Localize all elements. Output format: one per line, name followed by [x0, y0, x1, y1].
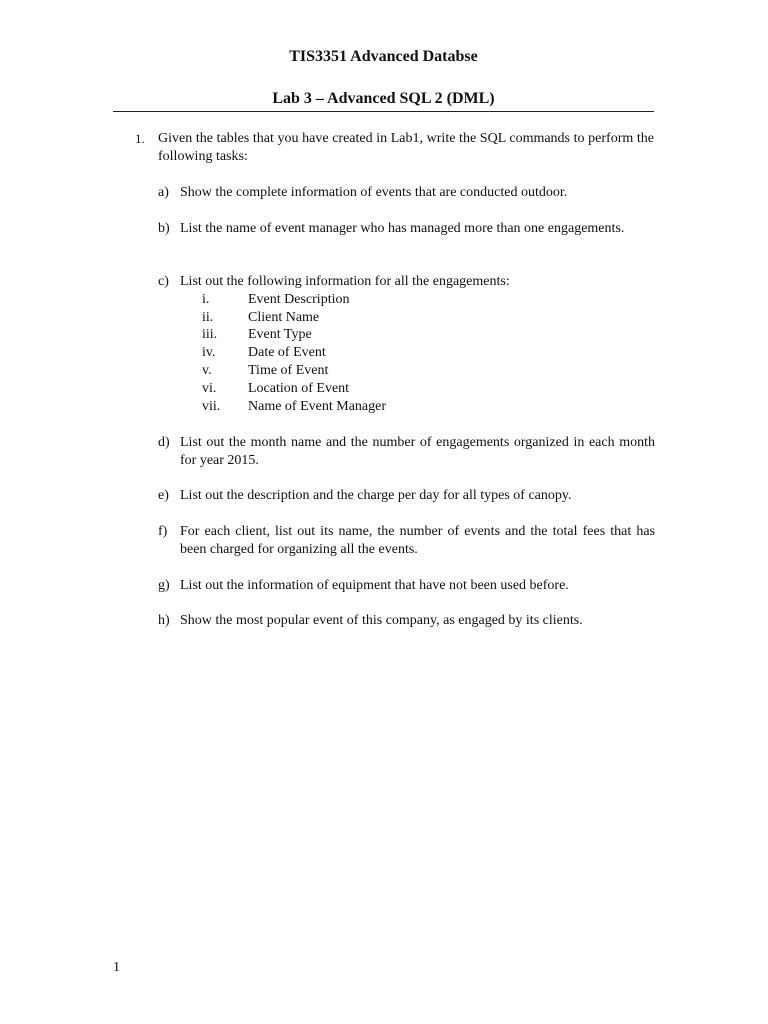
task-text: Show the most popular event of this company, as engaged by its clients. — [180, 613, 583, 628]
task-label: a) — [158, 185, 169, 200]
question-text: Given the tables that you have created in Lab1, write the SQL commands to perform the following tasks: — [158, 131, 654, 164]
task-label: c) — [158, 274, 169, 289]
page-number: 1 — [113, 960, 120, 975]
lab-title: Lab 3 – Advanced SQL 2 (DML) — [272, 90, 495, 107]
subitem-text: Time of Event — [248, 363, 329, 378]
subitem-number: vi. — [202, 381, 217, 396]
subitem-number: i. — [202, 292, 210, 307]
subitem-text: Name of Event Manager — [248, 399, 386, 414]
task-text: List out the following information for all the engagements: — [180, 274, 510, 289]
subitem-number: iv. — [202, 345, 216, 360]
question-number: 1. — [135, 131, 145, 146]
task-text: List out the description and the charge per day for all types of canopy. — [180, 488, 572, 503]
task-text: List out the information of equipment that have not been used before. — [180, 578, 569, 593]
subitem-text: Event Type — [248, 327, 312, 342]
task-label: d) — [158, 435, 170, 450]
subitem-number: v. — [202, 363, 212, 378]
task-label: e) — [158, 488, 169, 503]
task-label: h) — [158, 613, 170, 628]
subitem-text: Event Description — [248, 292, 350, 307]
subitem-number: vii. — [202, 399, 221, 414]
task-text: List the name of event manager who has managed more than one engagements. — [180, 221, 625, 236]
task-label: b) — [158, 221, 170, 236]
task-text: List out the month name and the number of engagements organized in each month for year 2015. — [180, 435, 655, 468]
subitem-number: iii. — [202, 327, 218, 342]
title-divider — [113, 111, 654, 112]
task-label: f) — [158, 524, 168, 539]
task-text: For each client, list out its name, the number of events and the total fees that has been charged for organizing all the events. — [180, 524, 655, 557]
task-label: g) — [158, 578, 170, 593]
task-text: Show the complete information of events that are conducted outdoor. — [180, 185, 568, 200]
subitem-text: Client Name — [248, 310, 320, 325]
subitem-number: ii. — [202, 310, 214, 325]
subitem-text: Location of Event — [248, 381, 350, 396]
subitem-text: Date of Event — [248, 345, 326, 360]
course-title: TIS3351 Advanced Databse — [289, 48, 478, 65]
